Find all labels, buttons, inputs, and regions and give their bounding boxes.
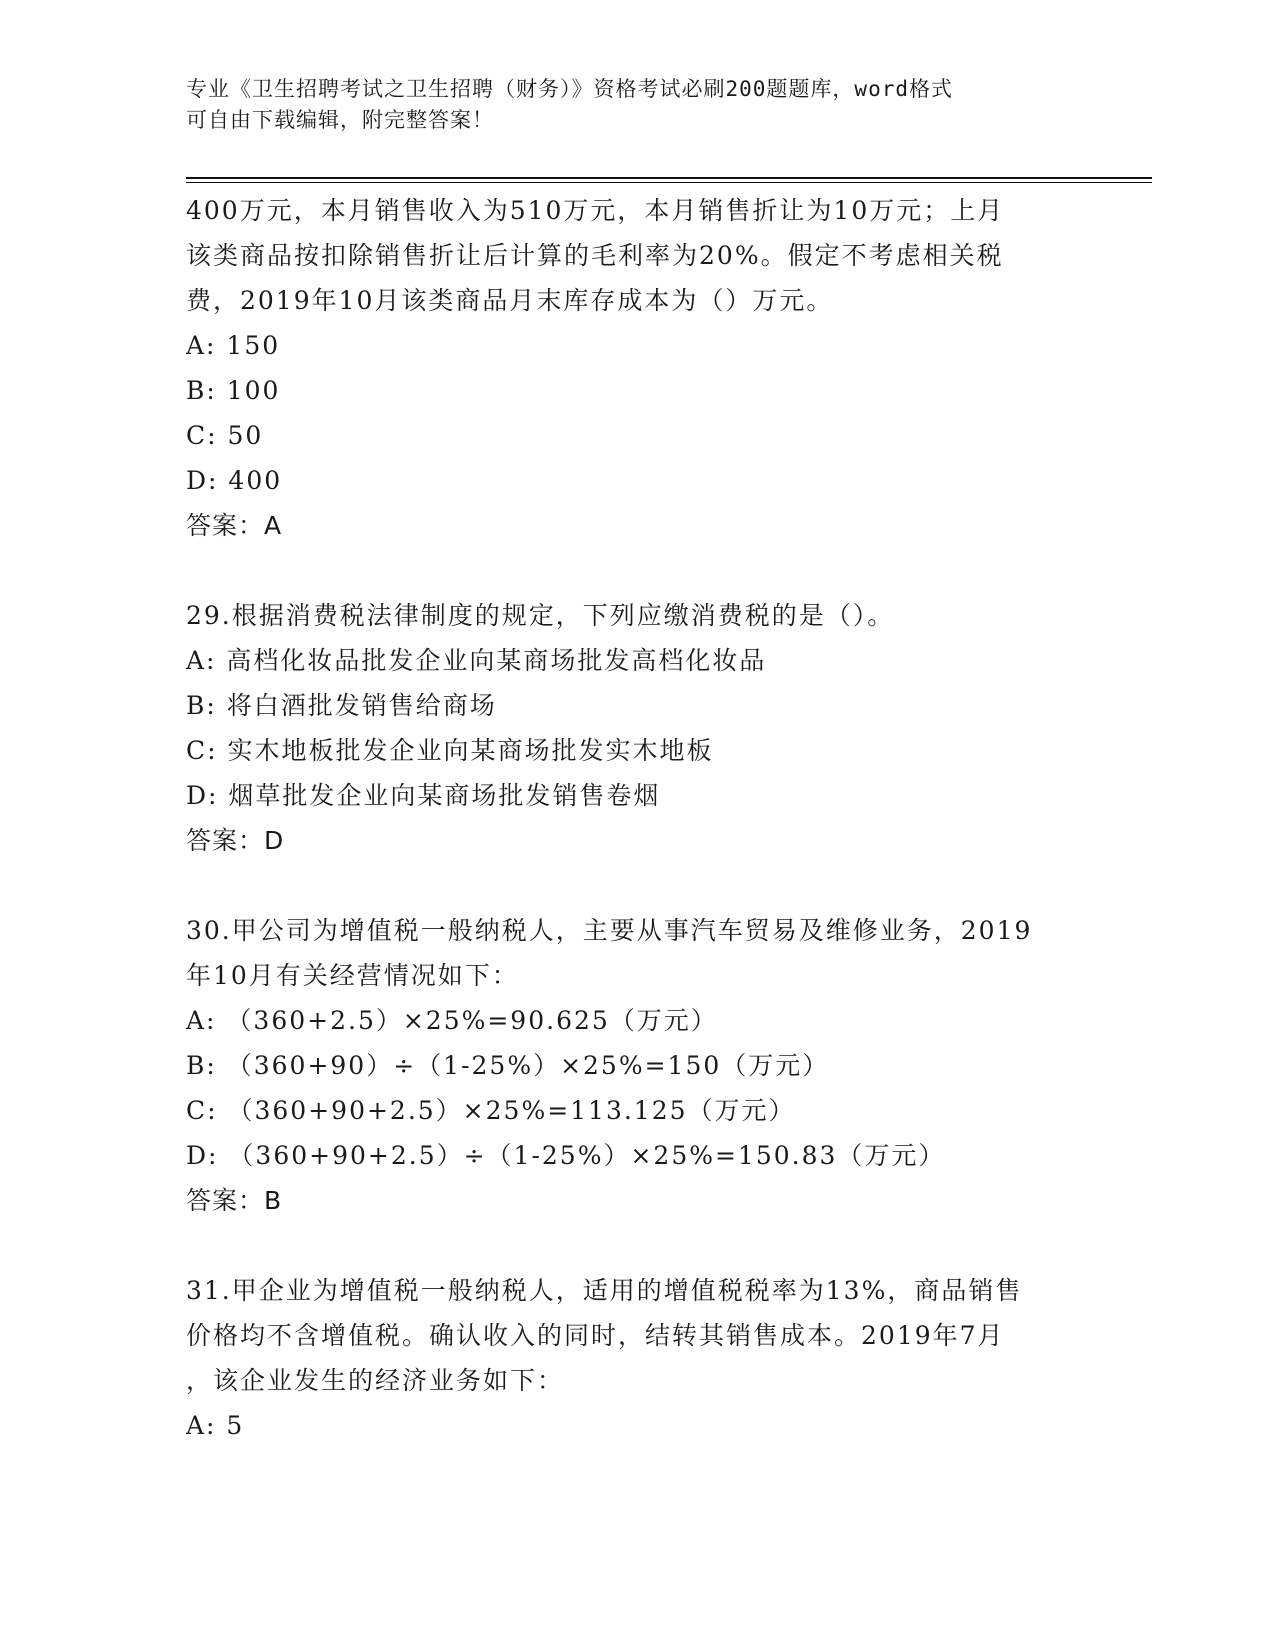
option-d: D: （360+90+2.5）÷（1-25%）×25%=150.83（万元） xyxy=(186,1141,946,1170)
spacer xyxy=(186,1223,1086,1268)
option-c: C: 实木地板批发企业向某商场批发实木地板 xyxy=(186,736,714,765)
header-title-line-2: 可自由下载编辑，附完整答案！ xyxy=(186,108,494,132)
question-29 xyxy=(186,593,1086,863)
answer-label: 答案：B xyxy=(186,1186,283,1215)
option-d: D: 400 xyxy=(186,466,283,495)
question-text-line: 价格均不含增值税。确认收入的同时，结转其销售成本。2019年7月 xyxy=(186,1321,1005,1350)
question-text-line: 该类商品按扣除销售折让后计算的毛利率为20%。假定不考虑相关税 xyxy=(186,241,1004,270)
option-a: A: 150 xyxy=(186,331,281,360)
option-b: B: 100 xyxy=(186,376,281,405)
answer-label: 答案：D xyxy=(186,826,285,855)
question-text-line: 费，2019年10月该类商品月末库存成本为（）万元。 xyxy=(186,286,834,315)
spacer xyxy=(186,863,1086,908)
question-text-line: 31.甲企业为增值税一般纳税人，适用的增值税税率为13%，商品销售 xyxy=(186,1276,1023,1305)
header-rule-thick xyxy=(186,177,1152,179)
option-a: A: 5 xyxy=(186,1411,245,1440)
question-list xyxy=(186,188,1086,1448)
spacer xyxy=(186,548,1086,593)
option-c: C: （360+90+2.5）×25%=113.125（万元） xyxy=(186,1096,796,1125)
question-text-line: 29.根据消费税法律制度的规定，下列应缴消费税的是（）。 xyxy=(186,601,895,630)
option-a: A: （360+2.5）×25%=90.625（万元） xyxy=(186,1006,718,1035)
header-title-line-1: 专业《卫生招聘考试之卫生招聘（财务）》资格考试必刷200题题库，word格式 xyxy=(186,77,953,101)
answer-label: 答案：A xyxy=(186,511,283,540)
header-rule-thin xyxy=(186,182,1152,183)
option-b: B: （360+90）÷（1-25%）×25%=150（万元） xyxy=(186,1051,830,1080)
question-28 xyxy=(186,188,1086,548)
option-a: A: 高档化妆品批发企业向某商场批发高档化妆品 xyxy=(186,646,767,675)
document-header xyxy=(186,74,1086,136)
question-text-line: 400万元，本月销售收入为510万元，本月销售折让为10万元；上月 xyxy=(186,196,1005,225)
question-text-line: 年10月有关经营情况如下： xyxy=(186,961,519,990)
option-b: B: 将白酒批发销售给商场 xyxy=(186,691,497,720)
question-31 xyxy=(186,1268,1086,1448)
question-30 xyxy=(186,908,1086,1223)
option-d: D: 烟草批发企业向某商场批发销售卷烟 xyxy=(186,781,661,810)
question-text-line: ，该企业发生的经济业务如下： xyxy=(186,1366,565,1395)
option-c: C: 50 xyxy=(186,421,264,450)
question-text-line: 30.甲公司为增值税一般纳税人，主要从事汽车贸易及维修业务，2019 xyxy=(186,916,1033,945)
